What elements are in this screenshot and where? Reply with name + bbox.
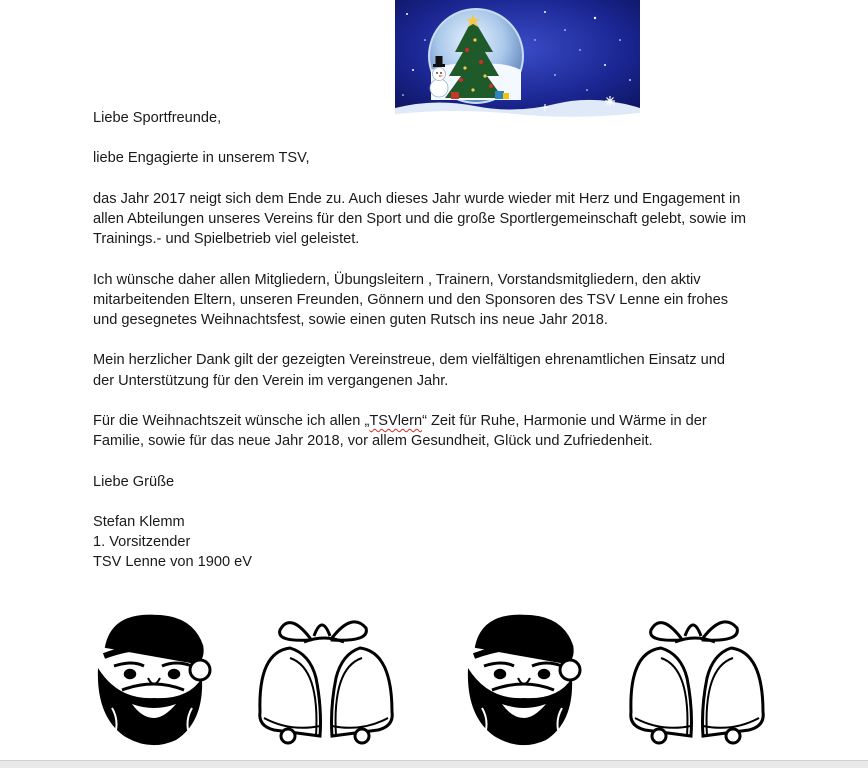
paragraph-line-start: Für die Weihnachtszeit wünsche ich allen „ (93, 412, 370, 429)
paragraph-line: der Unterstützung für den Verein im vergangenen Jahr. (93, 372, 449, 389)
greeting-line-1: Liebe Sportfreunde, (93, 110, 222, 126)
paragraph-line: Trainings.- und Spielbetrieb viel geleistet. (93, 231, 360, 248)
paragraph-wishes (93, 270, 793, 331)
paragraph-line: Familie, sowie für das neue Jahr 2018, vor allem Gesundheit, Glück und Zufriedenheit. (93, 433, 653, 450)
santa-icon (92, 608, 216, 750)
paragraph-year-review (93, 189, 793, 250)
paragraph-line: Mein herzlicher Dank gilt der gezeigten Vereinstreue, dem vielfältigen ehrenamtlichen Einsatz und (93, 352, 725, 369)
paragraph-line: Ich wünsche daher allen Mitgliedern, Übungsleitern , Trainern, Vorstandsmitgliedern, den aktiv (93, 271, 701, 288)
paragraph-thanks (93, 350, 793, 390)
letter-body (93, 108, 793, 573)
closing-line: Liebe Grüße (93, 473, 175, 490)
bells-icon (250, 608, 402, 750)
paragraph-line: mitarbeitenden Eltern, unseren Freunden, Gönnern und den Sponsoren des TSV Lenne ein frohes (93, 291, 728, 308)
paragraph-line: allen Abteilungen unseres Vereins für den Sport und die große Sportlergemeinschaft gelebt, sowie im (93, 210, 747, 227)
snow-globe-image (395, 0, 640, 121)
signature-role: 1. Vorsitzender (93, 534, 191, 551)
greeting-line-2: liebe Engagierte in unserem TSV, (93, 150, 310, 167)
paragraph-line: und gesegnetes Weihnachtsfest, sowie einen guten Rutsch ins neue Jahr 2018. (93, 311, 608, 328)
misspelled-word[interactable]: TSVlern (369, 412, 423, 429)
signature-club: TSV Lenne von 1900 eV (93, 554, 253, 571)
signature-name: Stefan Klemm (93, 513, 185, 530)
paragraph-line-end: “ Zeit für Ruhe, Harmonie und Wärme in der (422, 412, 707, 429)
paragraph-christmas-wishes (93, 411, 793, 451)
bells-icon (621, 608, 773, 750)
paragraph-line: das Jahr 2017 neigt sich dem Ende zu. Auch dieses Jahr wurde wieder mit Herz und Engagement in (93, 190, 741, 207)
santa-icon (462, 608, 586, 750)
